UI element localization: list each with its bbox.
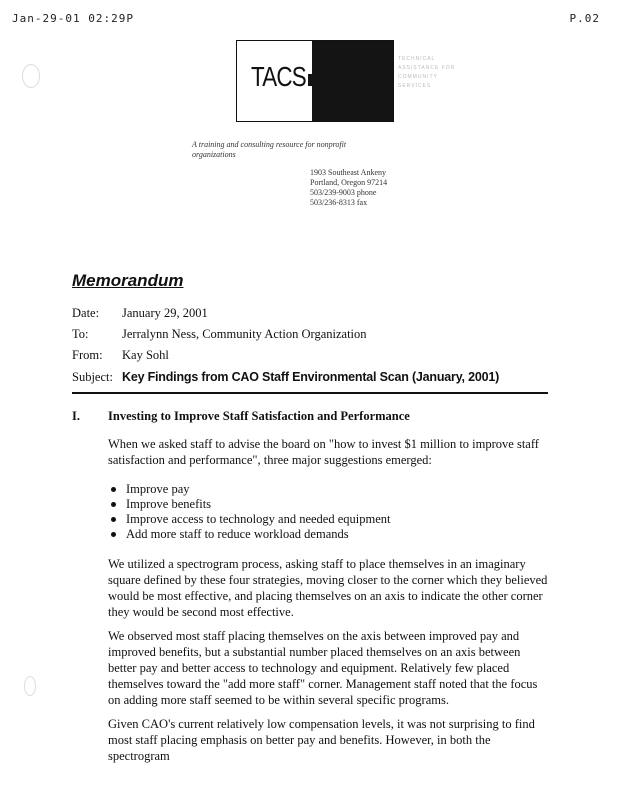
list-item: Improve access to technology and needed equipment: [108, 512, 391, 527]
address-fax: 503/236-8313 fax: [310, 198, 368, 207]
scan-speck: [24, 676, 36, 696]
section-title: Investing to Improve Staff Satisfaction and Performance: [108, 409, 410, 423]
date-label: Date:: [72, 306, 100, 320]
to-label: To:: [72, 327, 89, 341]
address-block: [310, 168, 387, 208]
fax-page-number: P.02: [569, 12, 600, 25]
memo-title: Memorandum: [72, 271, 184, 290]
compensation-paragraph: Given CAO's current relatively low compensation levels, it was not surprising to find most staff placing emphasis on better pay and benefits. However, in both the spectrogram: [108, 717, 535, 763]
observations-paragraph: We observed most staff placing themselves on the axis between improved pay and improved benefits, but a substantial number placed themselves on an axis between better pay and better access to technology and equipment. Relatively few placed themselves toward the "add more staff" corner. Management staff noted that the focus on adding more staff seemed to be within several specific programs.: [108, 629, 538, 707]
logo-text: TACS: [251, 61, 306, 92]
list-item: Improve benefits: [108, 497, 391, 512]
tagline: A training and consulting resource for nonprofit organizations: [192, 140, 347, 159]
header-divider: [72, 392, 548, 394]
to-value: Jerralynn Ness, Community Action Organization: [122, 327, 367, 341]
list-item: Add more staff to reduce workload demands: [108, 527, 391, 542]
address-phone: 503/239-9003 phone: [310, 188, 377, 197]
spectrogram-paragraph: We utilized a spectrogram process, asking staff to place themselves in an imaginary square defined by these four strategies, moving closer to the corner which they believed would be most effective, and placing themselves on an axis to indicate the other corner they would be second most effective.: [108, 557, 548, 619]
from-value: Kay Sohl: [122, 348, 169, 362]
scan-speck: [22, 64, 40, 88]
address-city: Portland, Oregon 97214: [310, 178, 388, 187]
subject-label: Subject:: [72, 370, 113, 384]
tacs-logo: [236, 40, 456, 122]
logo-left-panel: [237, 41, 312, 121]
fax-timestamp: Jan-29-01 02:29P: [12, 12, 134, 25]
logo-notch: [308, 74, 316, 86]
logo-right-panel: [312, 41, 456, 121]
from-label: From:: [72, 348, 103, 362]
suggestion-list: [108, 482, 391, 542]
date-value: January 29, 2001: [122, 306, 208, 320]
address-street: 1903 Southeast Ankeny: [310, 168, 386, 177]
subject-value: Key Findings from CAO Staff Environmental Scan (January, 2001): [122, 370, 500, 384]
logo-small-text: TECHNICAL ASSISTANCE FOR COMMUNITY SERVICES: [398, 56, 456, 89]
section-number: I.: [72, 409, 80, 423]
intro-paragraph: When we asked staff to advise the board on "how to invest $1 million to improve staff satisfaction and performance", three major suggestions emerged:: [108, 437, 539, 467]
list-item: Improve pay: [108, 482, 391, 497]
